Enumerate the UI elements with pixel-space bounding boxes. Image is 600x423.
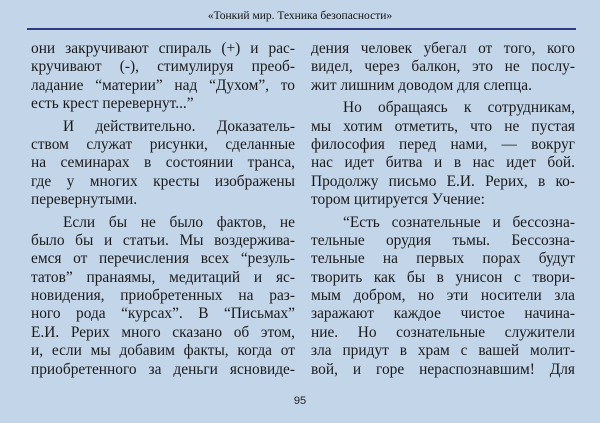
header-rule — [27, 28, 576, 30]
text-line: Если бы не было фактов, не — [63, 213, 295, 231]
text-line: есть крест перевернут...” — [31, 95, 194, 113]
text-line: Продолжу письмо Е.И. Рерих, в ко- — [311, 172, 575, 190]
text-line: ного рода “курсах”. В “Письмах” — [31, 305, 295, 323]
text-line: видел, через балкон, это не послу- — [311, 58, 575, 76]
text-line: ством служат рисунки, сделанные — [31, 135, 295, 153]
text-line: тельные орудия тьмы. Бессозна- — [311, 231, 575, 249]
text-line: Е.И. Рерих много сказано об этом, — [31, 323, 295, 341]
text-line: емся от перечисления всех “резуль- — [31, 250, 295, 268]
left-column — [31, 40, 295, 379]
text-line: заражают каждое чистое начина- — [311, 305, 575, 323]
text-line: новидения, приобретенных на раз- — [31, 287, 295, 305]
text-line: тором цитируется Учение: — [311, 191, 485, 209]
text-line: они закручивают спираль (+) и рас- — [31, 40, 295, 57]
text-line: тельные на первых порах будут — [311, 250, 575, 268]
text-line: на семинарах в состоянии транса, — [31, 154, 295, 172]
text-line: кручивают (-), стимулируя преоб- — [31, 58, 295, 76]
text-line: “Есть сознательные и бессозна- — [343, 213, 575, 231]
text-line: мым добром, но эти носители зла — [311, 287, 575, 305]
page-number: 95 — [293, 395, 307, 407]
text-line: было бы и статьи. Мы воздержива- — [31, 231, 295, 249]
text-line: творить как бы в унисон с твори- — [311, 268, 575, 286]
text-line: нас идет битва и в нас идет бой. — [311, 154, 575, 172]
text-line: мы хотим отметить, что не пустая — [311, 117, 575, 135]
right-column — [311, 40, 575, 379]
text-line: дения человек убегал от того, кого — [311, 40, 575, 57]
running-header: «Тонкий мир. Техника безопасности» — [207, 10, 393, 22]
text-line: зла придут в храм с вашей молит- — [311, 342, 575, 360]
text-line: вой, и горе нераспознавшим! Для — [311, 360, 575, 378]
text-line: философия перед нами, — вокруг — [311, 135, 575, 153]
text-line: ние. Но сознательные служители — [311, 323, 575, 341]
text-line: где у многих кресты изображены — [31, 172, 295, 190]
text-line: ладание “материи” над “Духом”, то — [31, 76, 295, 94]
text-line: И действительно. Доказатель- — [63, 117, 295, 135]
text-line: жит лишним доводом для слепца. — [311, 76, 532, 94]
text-line: перевернутыми. — [31, 191, 138, 209]
text-line: приобретенного за деньги ясновиде- — [31, 360, 295, 378]
text-line: Но обращаясь к сотрудникам, — [343, 99, 575, 117]
text-line: татов” пранаямы, медитаций и яс- — [31, 268, 295, 286]
text-line: и, если мы добавим факты, когда от — [31, 342, 295, 360]
